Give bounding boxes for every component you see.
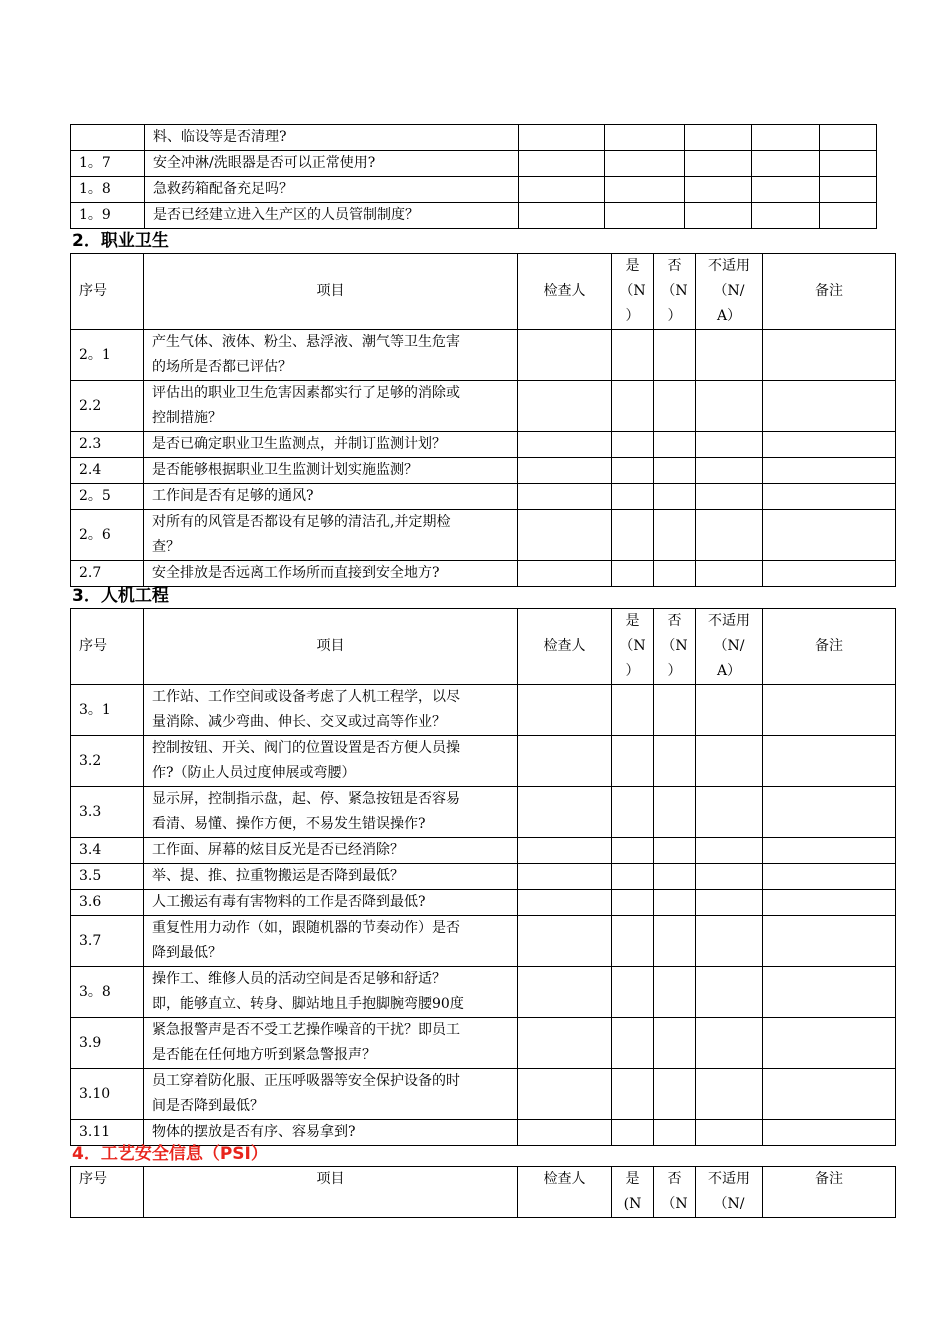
blank-cell[interactable]: [518, 510, 612, 561]
blank-cell[interactable]: [518, 1120, 612, 1146]
blank-cell[interactable]: [654, 381, 696, 432]
row-number: 3.10: [71, 1069, 144, 1120]
blank-cell[interactable]: [654, 890, 696, 916]
blank-cell[interactable]: [612, 381, 654, 432]
row-number: 1。8: [71, 177, 145, 203]
blank-cell[interactable]: [518, 736, 612, 787]
header-na-line: （N/: [713, 1196, 745, 1212]
header-row: [71, 609, 896, 685]
header-na-line: 不适用: [708, 258, 750, 274]
row-item-line: 工作间是否有足够的通风?: [152, 488, 314, 504]
table-row: [71, 1120, 896, 1146]
blank-cell[interactable]: [654, 864, 696, 890]
blank-cell[interactable]: [518, 1069, 612, 1120]
row-item-line: 举、提、推、拉重物搬运是否降到最低？: [152, 868, 404, 884]
table-row: [71, 151, 877, 177]
row-item: [144, 381, 518, 432]
blank-cell[interactable]: [752, 151, 820, 177]
section2-title: 2．职业卫生: [72, 231, 169, 251]
blank-cell[interactable]: [685, 151, 752, 177]
row-number: 3.6: [71, 890, 144, 916]
row-item: [144, 838, 518, 864]
blank-cell[interactable]: [654, 561, 696, 587]
blank-cell[interactable]: [696, 510, 763, 561]
blank-cell[interactable]: [654, 484, 696, 510]
header-na-line: （N/: [713, 283, 745, 299]
row-item: [144, 685, 518, 736]
row-number: 2。5: [71, 484, 144, 510]
row-number: 2.4: [71, 458, 144, 484]
section3-table: [70, 608, 896, 1146]
blank-cell[interactable]: [518, 787, 612, 838]
row-number: 2。1: [71, 330, 144, 381]
blank-cell[interactable]: [654, 1069, 696, 1120]
table-row: [71, 177, 877, 203]
blank-cell[interactable]: [763, 864, 896, 890]
row-item-line: 是否能够根据职业卫生监测计划实施监测？: [152, 462, 418, 478]
header-yes-line: （N: [619, 638, 646, 654]
blank-cell[interactable]: [763, 510, 896, 561]
table-row: [71, 838, 896, 864]
blank-cell[interactable]: [612, 838, 654, 864]
section3-title: 3．人机工程: [72, 586, 169, 606]
row-number: 3.4: [71, 838, 144, 864]
blank-cell[interactable]: [654, 736, 696, 787]
row-item-line: 量消除、减少弯曲、伸长、交叉或过高等作业？: [152, 714, 446, 730]
blank-cell[interactable]: [518, 381, 612, 432]
blank-cell[interactable]: [696, 330, 763, 381]
blank-cell[interactable]: [519, 203, 605, 229]
blank-cell[interactable]: [763, 736, 896, 787]
row-item: [144, 330, 518, 381]
row-item: [144, 736, 518, 787]
blank-cell[interactable]: [654, 787, 696, 838]
blank-cell[interactable]: [820, 203, 877, 229]
row-number: 1。9: [71, 203, 145, 229]
blank-cell[interactable]: [763, 967, 896, 1018]
row-item-line: 看清、易懂、操作方便，不易发生错误操作?: [152, 816, 426, 832]
blank-cell[interactable]: [820, 151, 877, 177]
blank-cell[interactable]: [763, 381, 896, 432]
row-item-line: 间是否降到最低？: [152, 1098, 264, 1114]
row-item: 急救药箱配备充足吗？: [145, 177, 519, 203]
blank-cell[interactable]: [605, 151, 685, 177]
header-na-line: A）: [716, 308, 742, 324]
blank-cell[interactable]: [696, 458, 763, 484]
blank-cell[interactable]: [696, 736, 763, 787]
blank-cell[interactable]: [612, 916, 654, 967]
row-item-line: 对所有的风管是否都设有足够的清洁孔,并定期检: [152, 514, 451, 530]
header-yes-line: （N: [619, 283, 646, 299]
blank-cell[interactable]: [654, 432, 696, 458]
table-row: [71, 125, 877, 151]
row-item: [144, 1069, 518, 1120]
header-na-line: 不适用: [708, 1171, 750, 1187]
blank-cell[interactable]: [518, 330, 612, 381]
row-item-line: 工作面、屏幕的炫目反光是否已经消除？: [152, 842, 404, 858]
blank-cell[interactable]: [685, 177, 752, 203]
blank-cell[interactable]: [605, 125, 685, 151]
row-item-line: 评估出的职业卫生危害因素都实行了足够的消除或: [152, 385, 460, 401]
table-row: [71, 484, 896, 510]
blank-cell[interactable]: [612, 561, 654, 587]
blank-cell[interactable]: [763, 432, 896, 458]
row-item-line: 紧急报警声是否不受工艺操作噪音的干扰？即员工: [152, 1022, 460, 1038]
table-row: [71, 787, 896, 838]
row-item-line: 的场所是否都已评估？: [152, 359, 292, 375]
blank-cell[interactable]: [518, 484, 612, 510]
header-no-col-line: （N: [661, 283, 688, 299]
blank-cell[interactable]: [696, 685, 763, 736]
header-yes-line: 是: [625, 1171, 640, 1187]
row-item: [144, 484, 518, 510]
blank-cell[interactable]: [654, 1018, 696, 1069]
row-item-line: 显示屏，控制指示盘，起、停、紧急按钮是否容易: [152, 791, 460, 807]
blank-cell[interactable]: [654, 510, 696, 561]
blank-cell[interactable]: [820, 177, 877, 203]
header-row: [71, 1167, 896, 1218]
header-inspector: 检查人: [518, 1167, 612, 1218]
blank-cell[interactable]: [696, 787, 763, 838]
row-item: [144, 1018, 518, 1069]
blank-cell[interactable]: [612, 1120, 654, 1146]
table-row: [71, 967, 896, 1018]
table-row: [71, 432, 896, 458]
blank-cell[interactable]: [752, 125, 820, 151]
table-row: [71, 1069, 896, 1120]
blank-cell[interactable]: [752, 203, 820, 229]
row-item-line: 查？: [152, 539, 180, 555]
header-no-col-line: ）: [667, 308, 682, 324]
blank-cell[interactable]: [654, 1120, 696, 1146]
blank-cell[interactable]: [763, 838, 896, 864]
row-number: 3。8: [71, 967, 144, 1018]
header-no-col-line: ）: [667, 663, 682, 679]
blank-cell[interactable]: [605, 203, 685, 229]
row-item: [144, 1120, 518, 1146]
header-na: [696, 1167, 763, 1218]
table-row: [71, 890, 896, 916]
header-no-col: [654, 1167, 696, 1218]
table-row: [71, 916, 896, 967]
table-row: [71, 1018, 896, 1069]
blank-cell[interactable]: [820, 125, 877, 151]
header-no-col-line: 否: [667, 613, 682, 629]
blank-cell[interactable]: [763, 787, 896, 838]
blank-cell[interactable]: [612, 736, 654, 787]
blank-cell[interactable]: [612, 484, 654, 510]
blank-cell[interactable]: [696, 381, 763, 432]
blank-cell[interactable]: [612, 967, 654, 1018]
row-item: [144, 967, 518, 1018]
blank-cell[interactable]: [654, 458, 696, 484]
blank-cell[interactable]: [763, 890, 896, 916]
blank-cell[interactable]: [752, 177, 820, 203]
row-item: [144, 432, 518, 458]
blank-cell[interactable]: [518, 916, 612, 967]
blank-cell[interactable]: [696, 916, 763, 967]
header-remark: 备注: [763, 1167, 896, 1218]
blank-cell[interactable]: [763, 484, 896, 510]
header-no-col: [654, 609, 696, 685]
blank-cell[interactable]: [518, 1018, 612, 1069]
blank-cell[interactable]: [696, 1018, 763, 1069]
blank-cell[interactable]: [685, 203, 752, 229]
blank-cell[interactable]: [612, 864, 654, 890]
row-number: 2。6: [71, 510, 144, 561]
row-item: [144, 561, 518, 587]
row-item: [144, 864, 518, 890]
blank-cell[interactable]: [518, 864, 612, 890]
row-item-line: 物体的摆放是否有序、容易拿到?: [152, 1124, 356, 1140]
section2-table: [70, 253, 896, 587]
blank-cell[interactable]: [612, 685, 654, 736]
blank-cell[interactable]: [612, 1018, 654, 1069]
header-item: 项目: [144, 1167, 518, 1218]
row-item: 是否已经建立进入生产区的人员管制制度？: [145, 203, 519, 229]
row-number: 3.5: [71, 864, 144, 890]
row-item: 料、临设等是否清理?: [145, 125, 519, 151]
section1-table: [70, 124, 877, 229]
blank-cell[interactable]: [518, 685, 612, 736]
blank-cell[interactable]: [654, 967, 696, 1018]
blank-cell[interactable]: [612, 890, 654, 916]
header-remark: 备注: [763, 254, 896, 330]
row-number: 3.3: [71, 787, 144, 838]
row-item-line: 即，能够直立、转身、脚站地且手抱脚腕弯腰90度: [152, 996, 464, 1012]
blank-cell[interactable]: [696, 890, 763, 916]
header-no-col-line: 否: [667, 258, 682, 274]
row-item-line: 控制措施？: [152, 410, 222, 426]
header-inspector: 检查人: [518, 254, 612, 330]
blank-cell[interactable]: [612, 510, 654, 561]
blank-cell[interactable]: [696, 838, 763, 864]
header-na: [696, 609, 763, 685]
row-number: 3.7: [71, 916, 144, 967]
header-row: [71, 254, 896, 330]
blank-cell[interactable]: [519, 177, 605, 203]
row-item: 安全冲淋/洗眼器是否可以正常使用?: [145, 151, 519, 177]
blank-cell[interactable]: [763, 1069, 896, 1120]
blank-cell[interactable]: [763, 458, 896, 484]
table-row: [71, 203, 877, 229]
row-item-line: 员工穿着防化服、正压呼吸器等安全保护设备的时: [152, 1073, 460, 1089]
blank-cell[interactable]: [605, 177, 685, 203]
blank-cell[interactable]: [518, 432, 612, 458]
blank-cell[interactable]: [518, 890, 612, 916]
section4-title: 4．工艺安全信息（PSI）: [72, 1144, 268, 1164]
blank-cell[interactable]: [518, 561, 612, 587]
header-yes-line: ）: [625, 663, 640, 679]
table-row: [71, 685, 896, 736]
blank-cell[interactable]: [763, 1120, 896, 1146]
row-item: [144, 458, 518, 484]
blank-cell[interactable]: [685, 125, 752, 151]
blank-cell[interactable]: [654, 916, 696, 967]
header-no-col-line: （N: [661, 1196, 688, 1212]
row-item: [144, 916, 518, 967]
row-number: 3。1: [71, 685, 144, 736]
header-yes: [612, 609, 654, 685]
blank-cell[interactable]: [696, 432, 763, 458]
header-no-col-line: 否: [667, 1171, 682, 1187]
row-item-line: 是否能在任何地方听到紧急警报声？: [152, 1047, 376, 1063]
row-item-line: 安全排放是否远离工作场所而直接到安全地方?: [152, 565, 440, 581]
table-row: [71, 458, 896, 484]
header-no: 序号: [71, 609, 144, 685]
section4-table: [70, 1166, 896, 1218]
blank-cell[interactable]: [696, 864, 763, 890]
blank-cell[interactable]: [518, 838, 612, 864]
blank-cell[interactable]: [763, 1018, 896, 1069]
header-yes-line: ）: [625, 308, 640, 324]
header-na-line: 不适用: [708, 613, 750, 629]
blank-cell[interactable]: [612, 330, 654, 381]
row-number: 2.7: [71, 561, 144, 587]
row-number: 3.9: [71, 1018, 144, 1069]
header-yes-line: 是: [625, 258, 640, 274]
row-item-line: 工作站、工作空间或设备考虑了人机工程学，以尽: [152, 689, 460, 705]
table-row: [71, 381, 896, 432]
row-number: [71, 125, 145, 151]
blank-cell[interactable]: [654, 330, 696, 381]
blank-cell[interactable]: [519, 151, 605, 177]
table-row: [71, 864, 896, 890]
header-yes-line: (N: [623, 1196, 642, 1212]
header-na-line: A）: [716, 663, 742, 679]
row-number: 3.11: [71, 1120, 144, 1146]
header-no-col: [654, 254, 696, 330]
table-row: [71, 330, 896, 381]
blank-cell[interactable]: [763, 561, 896, 587]
header-na-line: （N/: [713, 638, 745, 654]
header-na: [696, 254, 763, 330]
header-no: 序号: [71, 1167, 144, 1218]
blank-cell[interactable]: [763, 330, 896, 381]
header-yes: [612, 1167, 654, 1218]
blank-cell[interactable]: [612, 787, 654, 838]
row-number: 1。7: [71, 151, 145, 177]
blank-cell[interactable]: [612, 1069, 654, 1120]
row-item-line: 操作工、维修人员的活动空间是否足够和舒适？: [152, 971, 446, 987]
blank-cell[interactable]: [696, 967, 763, 1018]
row-item-line: 人工搬运有毒有害物料的工作是否降到最低?: [152, 894, 426, 910]
row-number: 3.2: [71, 736, 144, 787]
blank-cell[interactable]: [696, 561, 763, 587]
header-yes: [612, 254, 654, 330]
blank-cell[interactable]: [612, 458, 654, 484]
row-item: [144, 890, 518, 916]
table-row: [71, 736, 896, 787]
header-yes-line: 是: [625, 613, 640, 629]
row-number: 2.3: [71, 432, 144, 458]
blank-cell[interactable]: [518, 458, 612, 484]
blank-cell[interactable]: [654, 838, 696, 864]
header-inspector: 检查人: [518, 609, 612, 685]
header-item: 项目: [144, 609, 518, 685]
row-item-line: 作?（防止人员过度伸展或弯腰）: [152, 765, 356, 781]
blank-cell[interactable]: [696, 1069, 763, 1120]
blank-cell[interactable]: [763, 916, 896, 967]
table-row: [71, 510, 896, 561]
header-no-col-line: （N: [661, 638, 688, 654]
row-item-line: 产生气体、液体、粉尘、悬浮液、潮气等卫生危害: [152, 334, 460, 350]
blank-cell[interactable]: [518, 967, 612, 1018]
blank-cell[interactable]: [654, 685, 696, 736]
blank-cell[interactable]: [763, 685, 896, 736]
row-item-line: 降到最低？: [152, 945, 222, 961]
blank-cell[interactable]: [696, 484, 763, 510]
table-row: [71, 561, 896, 587]
row-item-line: 是否已确定职业卫生监测点，并制订监测计划？: [152, 436, 446, 452]
blank-cell[interactable]: [696, 1120, 763, 1146]
row-number: 2.2: [71, 381, 144, 432]
row-item: [144, 510, 518, 561]
row-item: [144, 787, 518, 838]
header-no: 序号: [71, 254, 144, 330]
header-item: 项目: [144, 254, 518, 330]
header-remark: 备注: [763, 609, 896, 685]
blank-cell[interactable]: [612, 432, 654, 458]
row-item-line: 重复性用力动作（如，跟随机器的节奏动作）是否: [152, 920, 460, 936]
row-item-line: 控制按钮、开关、阀门的位置设置是否方便人员操: [152, 740, 460, 756]
blank-cell[interactable]: [519, 125, 605, 151]
